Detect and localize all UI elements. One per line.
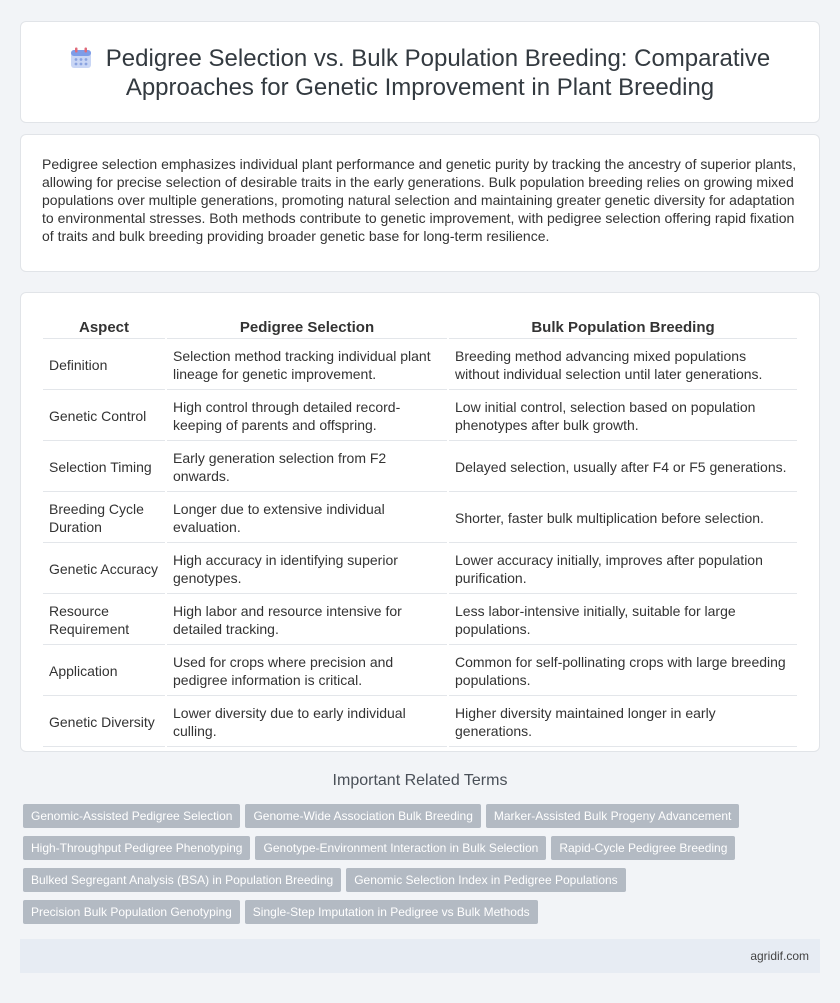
cell-aspect: Breeding Cycle Duration (43, 494, 165, 543)
cell-pedigree: Early generation selection from F2 onwards. (167, 443, 447, 492)
cell-aspect: Selection Timing (43, 443, 165, 492)
related-term-tag[interactable]: Marker-Assisted Bulk Progeny Advancement (486, 804, 739, 828)
cell-aspect: Genetic Diversity (43, 698, 165, 747)
cell-bulk: Low initial control, selection based on population phenotypes after bulk growth. (449, 392, 797, 441)
header-aspect: Aspect (43, 316, 165, 339)
related-term-tag[interactable]: Single-Step Imputation in Pedigree vs Bulk Methods (245, 900, 538, 924)
cell-aspect: Application (43, 647, 165, 696)
cell-pedigree: Lower diversity due to early individual culling. (167, 698, 447, 747)
related-term-tag[interactable]: Bulked Segregant Analysis (BSA) in Population Breeding (23, 868, 341, 892)
related-term-tag[interactable]: Precision Bulk Population Genotyping (23, 900, 240, 924)
table-row (43, 596, 797, 645)
table-row (43, 647, 797, 696)
cell-pedigree: Used for crops where precision and pedigree information is critical. (167, 647, 447, 696)
table-row (43, 392, 797, 441)
cell-bulk: Lower accuracy initially, improves after population purification. (449, 545, 797, 594)
related-term-tag[interactable]: Genotype-Environment Interaction in Bulk Selection (255, 836, 546, 860)
cell-bulk: Breeding method advancing mixed populations without individual selection until later generations. (449, 341, 797, 390)
table-row (43, 698, 797, 747)
cell-pedigree: High labor and resource intensive for detailed tracking. (167, 596, 447, 645)
table-row (43, 443, 797, 492)
cell-bulk: Common for self-pollinating crops with large breeding populations. (449, 647, 797, 696)
title-card (20, 21, 820, 123)
related-terms-list (23, 804, 813, 932)
intro-card (20, 134, 820, 272)
footer-site-link[interactable]: agridif.com (750, 949, 809, 963)
cell-pedigree: Selection method tracking individual plant lineage for genetic improvement. (167, 341, 447, 390)
cell-bulk: Higher diversity maintained longer in early generations. (449, 698, 797, 747)
page-title-wrap (21, 44, 819, 102)
table-row (43, 494, 797, 543)
cell-pedigree: High control through detailed record-keeping of parents and offspring. (167, 392, 447, 441)
related-terms-heading: Important Related Terms (332, 772, 508, 789)
comparison-table-card (20, 292, 820, 752)
header-bulk: Bulk Population Breeding (449, 316, 797, 339)
calendar-icon (70, 47, 92, 69)
intro-paragraph: Pedigree selection emphasizes individual plant performance and genetic purity by tracking the ancestry of superior plants, allowing for precise selection of desirable traits in the early generations. Bulk population breeding relies on growing mixed populations over multiple generations, promoting natural selection and maintaining greater genetic diversity for adaptation to environmental stresses. Both methods contribute to genetic improvement, with pedigree selection offering rapid fixation of traits and bulk breeding providing broader genetic base for long-term resilience. (42, 156, 797, 244)
cell-bulk: Delayed selection, usually after F4 or F5 generations. (449, 443, 797, 492)
cell-aspect: Resource Requirement (43, 596, 165, 645)
cell-aspect: Genetic Control (43, 392, 165, 441)
cell-aspect: Genetic Accuracy (43, 545, 165, 594)
cell-bulk: Less labor-intensive initially, suitable for large populations. (449, 596, 797, 645)
cell-pedigree: Longer due to extensive individual evaluation. (167, 494, 447, 543)
cell-pedigree: High accuracy in identifying superior genotypes. (167, 545, 447, 594)
table-row (43, 545, 797, 594)
page-title: Pedigree Selection vs. Bulk Population Breeding: Comparative Approaches for Genetic Improvement in Plant Breeding (105, 45, 771, 101)
table-header-row (43, 316, 797, 339)
related-term-tag[interactable]: Genomic Selection Index in Pedigree Populations (346, 868, 626, 892)
comparison-table (41, 314, 799, 749)
related-term-tag[interactable]: High-Throughput Pedigree Phenotyping (23, 836, 250, 860)
header-pedigree: Pedigree Selection (167, 316, 447, 339)
related-term-tag[interactable]: Rapid-Cycle Pedigree Breeding (551, 836, 735, 860)
cell-bulk: Shorter, faster bulk multiplication before selection. (449, 494, 797, 543)
footer (20, 939, 820, 973)
cell-aspect: Definition (43, 341, 165, 390)
table-row (43, 341, 797, 390)
related-term-tag[interactable]: Genomic-Assisted Pedigree Selection (23, 804, 240, 828)
related-term-tag[interactable]: Genome-Wide Association Bulk Breeding (245, 804, 480, 828)
